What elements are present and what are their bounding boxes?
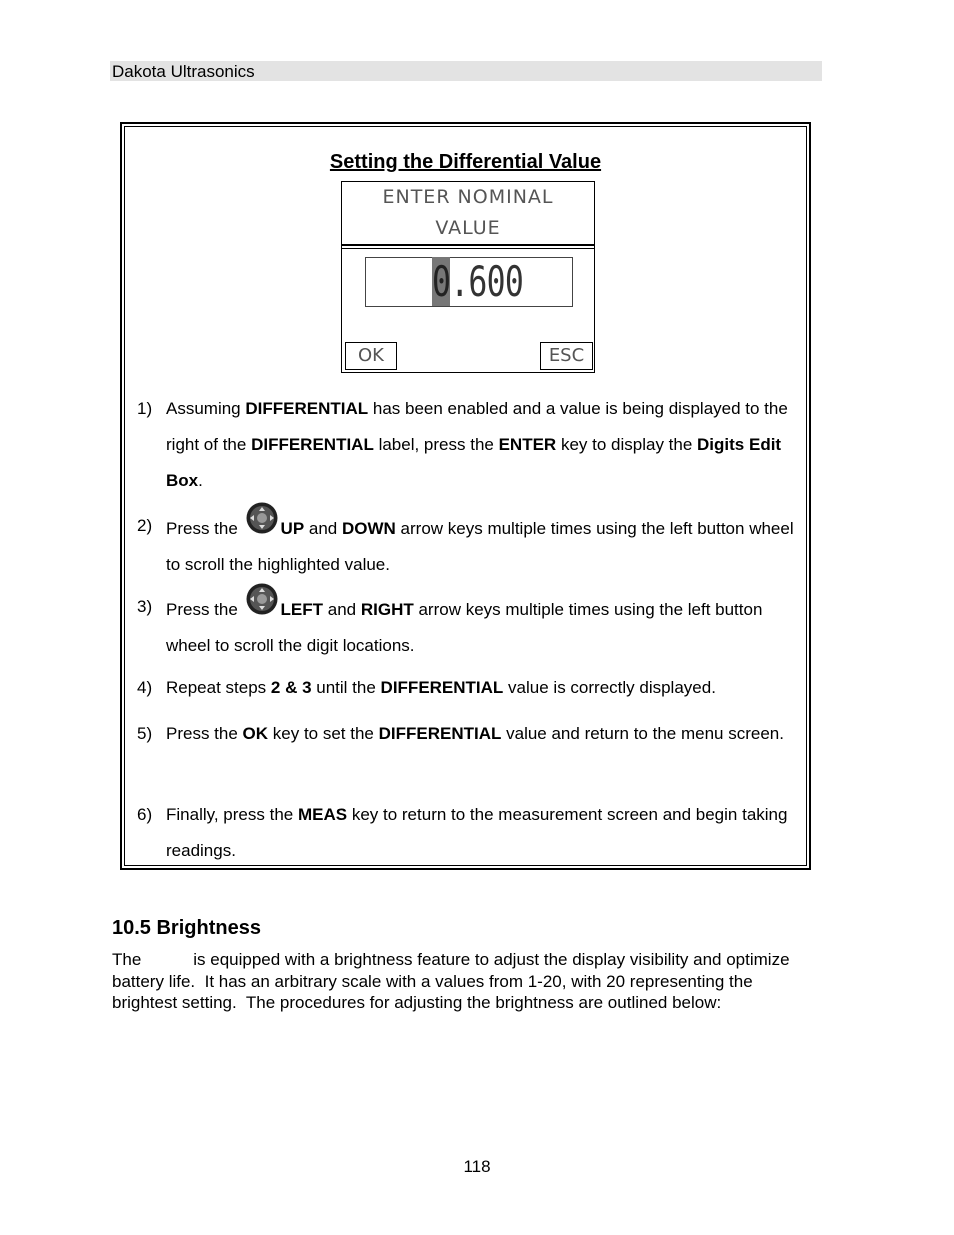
step-text: Repeat steps 2 & 3 until the DIFFERENTIAL value is correctly displayed. <box>166 678 716 697</box>
remaining-digits: .600 <box>450 257 524 306</box>
step-text: Press the LEFT and RIGHT arrow keys multiple times using the left button wheel to scroll the digit locations. <box>166 589 806 664</box>
page-number: 118 <box>463 1157 491 1176</box>
digits-value <box>432 258 523 306</box>
section-paragraph: The is equipped with a brightness feature to adjust the display visibility and optimize battery life. It has an arbitrary scale with a values from 1-20, with 20 representing the brightest setting. The procedures for adjusting the brightness are outlined below: <box>112 950 795 1013</box>
procedure-box <box>120 122 811 870</box>
step-text: Finally, press the MEAS key to return to the measurement screen and begin taking readings. <box>166 805 788 860</box>
prompt-line-2: VALUE <box>435 217 501 239</box>
step-number: 1) <box>137 399 153 418</box>
device-screen <box>341 181 595 373</box>
step-number: 2) <box>137 516 153 535</box>
step-text: Assuming DIFFERENTIAL has been enabled and a value is being displayed to the right of the DIFFERENTIAL label, press the ENTER key to display the Digits Edit Box. <box>166 399 788 490</box>
step-number: 3) <box>137 597 153 616</box>
step-text: Press the OK key to set the DIFFERENTIAL value and return to the menu screen. <box>166 724 784 743</box>
arrow-keypad-icon <box>245 502 279 534</box>
step-text: Press the UP and DOWN arrow keys multiple times using the left button wheel to scroll the highlighted value. <box>166 508 806 583</box>
step-number: 6) <box>137 805 153 824</box>
ok-softkey: OK <box>345 342 397 370</box>
screen-edit-area <box>342 248 594 373</box>
header-title: Dakota Ultrasonics <box>112 62 255 81</box>
arrow-keypad-icon <box>245 583 279 615</box>
esc-softkey: ESC <box>540 342 593 370</box>
prompt-line-1: ENTER NOMINAL <box>382 186 554 208</box>
page-header <box>110 61 822 81</box>
step-number: 4) <box>137 678 153 697</box>
section-heading: 10.5 Brightness <box>112 917 261 939</box>
highlighted-digit: 0 <box>432 257 451 306</box>
procedure-box-inner <box>124 126 807 866</box>
screen-prompt <box>342 182 594 246</box>
step-number: 5) <box>137 724 153 743</box>
procedure-title: Setting the Differential Value <box>329 151 602 173</box>
digits-edit-box <box>365 257 573 307</box>
